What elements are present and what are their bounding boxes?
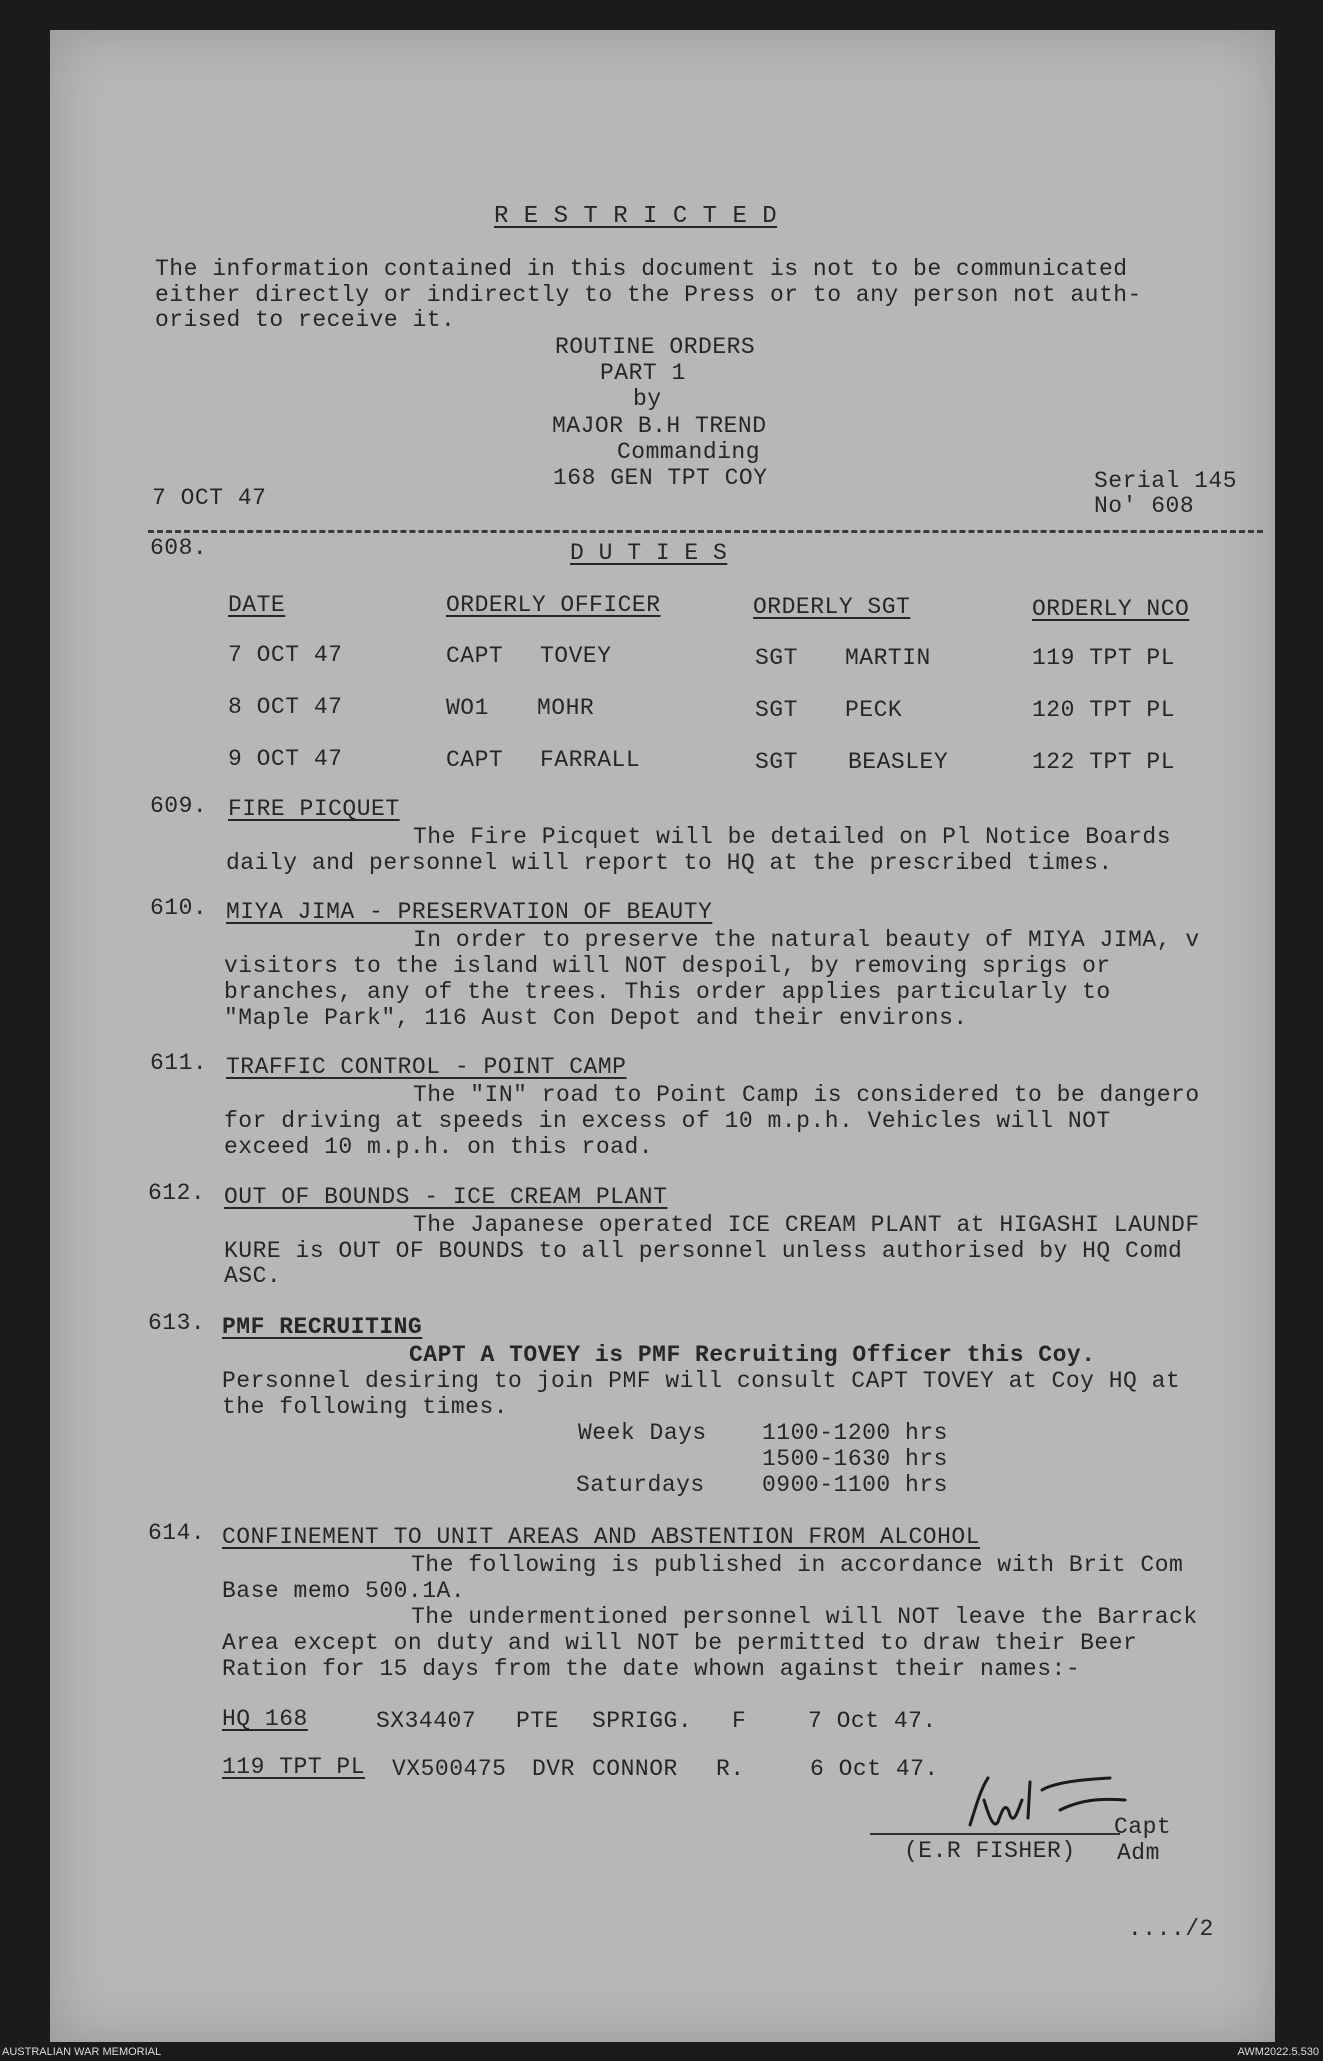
duties-heading-text: D U T I E S	[570, 540, 728, 566]
entry-2-unit: 119 TPT PL	[222, 1754, 366, 1780]
duty-row-1-date: 7 OCT 47	[228, 642, 343, 668]
order-610-line-4: "Maple Park", 116 Aust Con Depot and their environs.	[224, 1005, 968, 1031]
order-610-number: 610.	[150, 895, 208, 921]
order-612-line-3: ASC.	[224, 1263, 282, 1289]
order-614-heading: CONFINEMENT TO UNIT AREAS AND ABSTENTION FROM ALCOHOL	[222, 1524, 981, 1550]
order-611-line-2: for driving at speeds in excess of 10 m.p.h. Vehicles will NOT	[224, 1108, 1111, 1134]
separator-line	[148, 530, 1263, 533]
order-609-line-2: daily and personnel will report to HQ at the prescribed times.	[226, 850, 1113, 876]
duty-row-3-sgt-name: BEASLEY	[848, 749, 949, 775]
duty-row-1-officer-name: TOVEY	[540, 643, 612, 669]
classification-heading	[494, 203, 777, 230]
title-line-1: ROUTINE ORDERS	[555, 334, 756, 360]
signature-title-2: Adm	[1117, 1840, 1160, 1866]
footer-reference: AWM2022.5.530	[1237, 2046, 1319, 2058]
entry-1-date: 7 Oct 47.	[808, 1708, 937, 1734]
order-611-line-1: The "IN" road to Point Camp is considered to be dangero	[413, 1082, 1200, 1108]
entry-2-rank: DVR	[532, 1756, 575, 1782]
duty-row-3-nco: 122 TPT PL	[1032, 749, 1176, 775]
duties-number: 608.	[150, 535, 208, 561]
column-orderly-nco: ORDERLY NCO	[1032, 596, 1190, 622]
notice-line-1: The information contained in this document is not to be communicated	[155, 256, 1128, 282]
order-613-line-3: the following times.	[222, 1394, 509, 1420]
duty-row-2-sgt-rank: SGT	[755, 697, 798, 723]
order-613-heading: PMF RECRUITING	[222, 1314, 423, 1340]
order-614-line-4: Area except on duty and will NOT be permitted to draw their Beer	[222, 1630, 1138, 1656]
title-line-2: PART 1	[600, 360, 686, 386]
order-612-line-1: The Japanese operated ICE CREAM PLANT at HIGASHI LAUNDF	[413, 1212, 1200, 1238]
title-line-4: MAJOR B.H TREND	[552, 413, 767, 439]
duty-row-1-nco: 119 TPT PL	[1032, 645, 1176, 671]
order-number: No' 608	[1094, 493, 1195, 519]
order-610-line-2: visitors to the island will NOT despoil, by removing sprigs or	[224, 953, 1111, 979]
order-613-line-1: CAPT A TOVEY is PMF Recruiting Officer this Coy.	[409, 1342, 1096, 1368]
column-orderly-officer: ORDERLY OFFICER	[446, 592, 661, 618]
signature-line	[870, 1833, 1120, 1835]
entry-2-date: 6 Oct 47.	[810, 1756, 939, 1782]
entry-2-name: CONNOR	[592, 1756, 678, 1782]
entry-1-number: SX34407	[376, 1708, 477, 1734]
order-614-line-5: Ration for 15 days from the date whown against their names:-	[222, 1656, 1081, 1682]
duty-row-3-date: 9 OCT 47	[228, 746, 343, 772]
order-614-number: 614.	[148, 1520, 206, 1546]
times-label-3: Saturdays	[576, 1472, 705, 1498]
classification-text: R E S T R I C T E D	[494, 203, 778, 230]
order-date: 7 OCT 47	[152, 485, 267, 511]
title-line-3: by	[633, 386, 662, 412]
order-611-line-3: exceed 10 m.p.h. on this road.	[224, 1134, 654, 1160]
order-610-heading: MIYA JIMA - PRESERVATION OF BEAUTY	[226, 899, 713, 925]
title-line-5: Commanding	[617, 439, 761, 465]
order-609-line-1: The Fire Picquet will be detailed on Pl Notice Boards	[413, 824, 1172, 850]
times-value-3: 0900-1100 hrs	[762, 1472, 948, 1498]
order-611-heading: TRAFFIC CONTROL - POINT CAMP	[226, 1054, 627, 1080]
duties-heading	[570, 540, 727, 566]
entry-2-number: VX500475	[392, 1756, 507, 1782]
order-611-number: 611.	[150, 1050, 208, 1076]
order-613-line-2: Personnel desiring to join PMF will consult CAPT TOVEY at Coy HQ at	[222, 1368, 1181, 1394]
notice-line-3: orised to receive it.	[155, 307, 456, 333]
column-orderly-sgt: ORDERLY SGT	[753, 594, 911, 620]
duty-row-1-sgt-name: MARTIN	[845, 645, 931, 671]
title-line-6: 168 GEN TPT COY	[553, 465, 768, 491]
order-612-line-2: KURE is OUT OF BOUNDS to all personnel unless authorised by HQ Comd	[224, 1238, 1183, 1264]
order-613-number: 613.	[148, 1310, 206, 1336]
serial-number: Serial 145	[1094, 468, 1238, 494]
duty-row-1-officer-rank: CAPT	[446, 643, 504, 669]
order-612-number: 612.	[148, 1180, 206, 1206]
times-value-1: 1100-1200 hrs	[762, 1420, 948, 1446]
order-614-line-3: The undermentioned personnel will NOT leave the Barrack	[411, 1604, 1198, 1630]
entry-1-initial: F	[732, 1708, 747, 1734]
order-609-number: 609.	[150, 793, 208, 819]
signature-title-1: Capt	[1114, 1814, 1172, 1840]
order-609-heading: FIRE PICQUET	[228, 796, 400, 822]
entry-1-unit: HQ 168	[222, 1706, 308, 1732]
notice-line-2: either directly or indirectly to the Press or to any person not auth-	[155, 282, 1142, 308]
duty-row-2-officer-name: MOHR	[537, 695, 595, 721]
order-610-line-3: branches, any of the trees. This order applies particularly to	[224, 979, 1111, 1005]
signature-name: (E.R FISHER)	[904, 1838, 1076, 1864]
duty-row-2-nco: 120 TPT PL	[1032, 697, 1176, 723]
times-label-1: Week Days	[578, 1420, 707, 1446]
page-continuation-marker: ..../2	[1128, 1916, 1214, 1942]
column-date: DATE	[228, 592, 286, 618]
archive-footer	[0, 2043, 1323, 2061]
duty-row-3-officer-rank: CAPT	[446, 747, 504, 773]
order-614-line-1: The following is published in accordance with Brit Com	[411, 1552, 1184, 1578]
order-610-line-1: In order to preserve the natural beauty of MIYA JIMA, v	[413, 927, 1200, 953]
times-value-2: 1500-1630 hrs	[762, 1446, 948, 1472]
order-614-line-2: Base memo 500.1A.	[222, 1578, 466, 1604]
footer-source: AUSTRALIAN WAR MEMORIAL	[2, 2046, 162, 2058]
duty-row-2-sgt-name: PECK	[845, 697, 903, 723]
entry-1-name: SPRIGG.	[592, 1708, 693, 1734]
duty-row-2-officer-rank: WO1	[446, 695, 489, 721]
duty-row-1-sgt-rank: SGT	[755, 645, 798, 671]
duty-row-3-officer-name: FARRALL	[540, 747, 641, 773]
order-612-heading: OUT OF BOUNDS - ICE CREAM PLANT	[224, 1184, 668, 1210]
duty-row-3-sgt-rank: SGT	[755, 749, 798, 775]
entry-2-initial: R.	[716, 1756, 745, 1782]
entry-1-rank: PTE	[516, 1708, 559, 1734]
duty-row-2-date: 8 OCT 47	[228, 694, 343, 720]
